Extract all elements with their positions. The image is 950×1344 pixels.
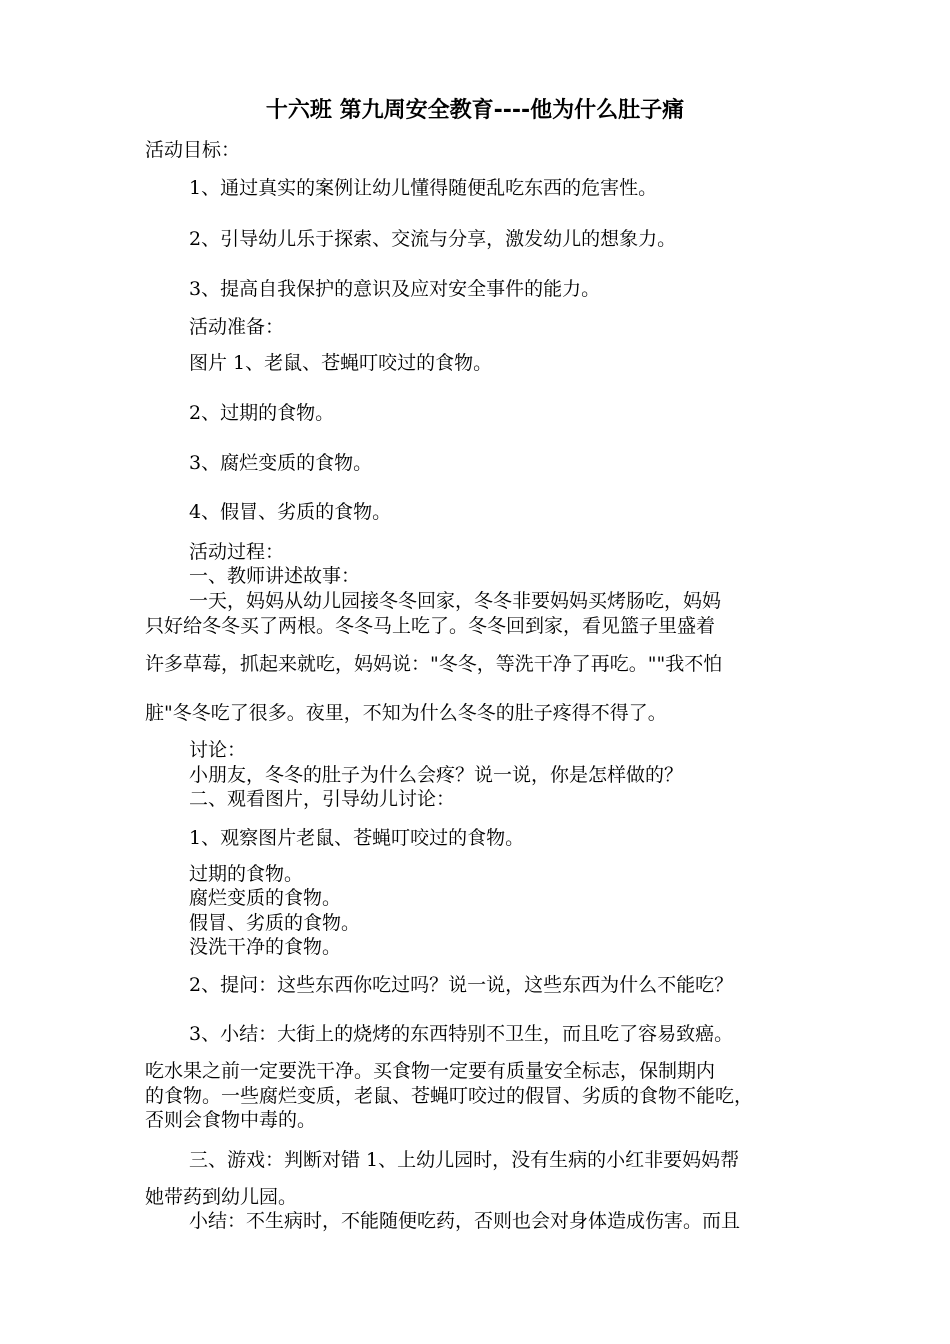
step-heading-pictures: 二、观看图片，引导幼儿讨论：	[189, 788, 456, 810]
summary-line-4: 否则会食物中毒的。	[145, 1109, 317, 1131]
goal-item-3: 3、提高自我保护的意识及应对安全事件的能力。	[189, 278, 601, 300]
section-heading-process: 活动过程：	[189, 541, 285, 563]
goal-item-2: 2、引导幼儿乐于探索、交流与分享，激发幼儿的想象力。	[189, 228, 677, 250]
discussion-label: 讨论：	[189, 739, 247, 761]
goal-item-1: 1、通过真实的案例让幼儿懂得随便乱吃东西的危害性。	[189, 177, 658, 199]
pictures-item-1: 1、观察图片老鼠、苍蝇叮咬过的食物。	[189, 827, 525, 849]
document-title: 十六班 第九周安全教育----他为什么肚子痛	[265, 98, 685, 123]
pictures-item-5: 没洗干净的食物。	[189, 936, 342, 958]
discussion-question: 小朋友，冬冬的肚子为什么会疼？说一说，你是怎样做的？	[189, 764, 684, 786]
pictures-item-3: 腐烂变质的食物。	[189, 887, 342, 909]
pictures-item-4: 假冒、劣质的食物。	[189, 912, 361, 934]
pictures-item-2: 过期的食物。	[189, 863, 304, 885]
game-summary-line: 小结：不生病时，不能随便吃药，否则也会对身体造成伤害。而且	[189, 1210, 741, 1232]
summary-line-1: 3、小结：大街上的烧烤的东西特别不卫生，而且吃了容易致癌。	[189, 1023, 734, 1045]
preparation-item-4: 4、假冒、劣质的食物。	[189, 501, 392, 523]
story-line-3: 许多草莓，抓起来就吃，妈妈说："冬冬，等洗干净了再吃。""我不怕	[145, 653, 723, 675]
game-line-1: 三、游戏：判断对错 1、上幼儿园时，没有生病的小红非要妈妈帮	[189, 1149, 740, 1171]
preparation-item-1: 图片 1、老鼠、苍蝇叮咬过的食物。	[189, 352, 493, 374]
step-heading-story: 一、教师讲述故事：	[189, 565, 361, 587]
section-heading-preparation: 活动准备：	[189, 316, 285, 338]
summary-line-3: 的食物。一些腐烂变质，老鼠、苍蝇叮咬过的假冒、劣质的食物不能吃，	[145, 1085, 754, 1107]
story-line-4: 脏"冬冬吃了很多。夜里，不知为什么冬冬的肚子疼得不得了。	[145, 702, 667, 724]
section-heading-goals: 活动目标：	[145, 139, 241, 161]
question-line: 2、提问：这些东西你吃过吗？说一说，这些东西为什么不能吃？	[189, 974, 734, 996]
story-line-1: 一天，妈妈从幼儿园接冬冬回家，冬冬非要妈妈买烤肠吃，妈妈	[189, 590, 722, 612]
summary-line-2: 吃水果之前一定要洗干净。买食物一定要有质量安全标志，保制期内	[145, 1060, 716, 1082]
preparation-item-3: 3、腐烂变质的食物。	[189, 452, 373, 474]
story-line-2: 只好给冬冬买了两根。冬冬马上吃了。冬冬回到家，看见篮子里盛着	[145, 615, 716, 637]
preparation-item-2: 2、过期的食物。	[189, 402, 335, 424]
game-line-2: 她带药到幼儿园。	[145, 1186, 298, 1208]
